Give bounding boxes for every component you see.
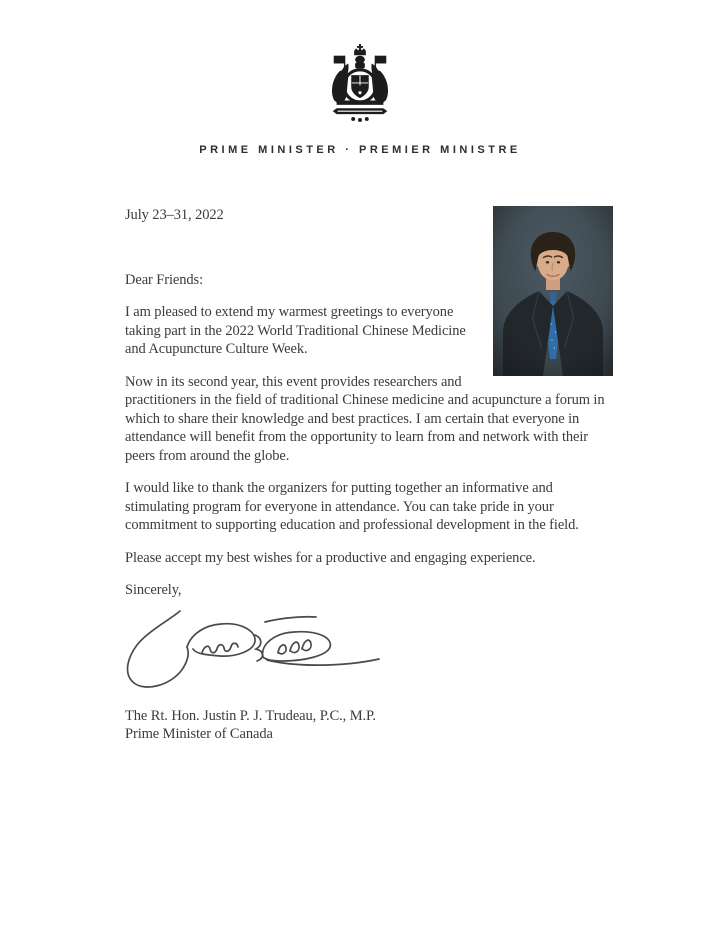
letter-body <box>125 206 613 744</box>
paragraph-4: Please accept my best wishes for a productive and engaging experience. <box>125 549 536 566</box>
signer-title: Prime Minister of Canada <box>125 726 273 742</box>
portrait-photo <box>493 206 613 376</box>
paragraph-2: Now in its second year, this event provides researchers and practitioners in the field of traditional Chinese medicine and acupuncture a forum in which to share their knowledge and best practices. I am certain that everyone in attendance will benefit from the opportunity to learn from and network with their peers from around the globe. <box>125 373 605 464</box>
signature-justin-trudeau-image <box>117 604 407 704</box>
salutation: Dear Friends: <box>125 271 204 288</box>
paragraph-3: I would like to thank the organizers for putting together an informative and stimulating program for everyone in attendance. You can take pride in your commitment to supporting education and professional development in the field. <box>125 480 579 533</box>
letter-date: July 23–31, 2022 <box>125 207 224 223</box>
letterhead <box>0 44 720 156</box>
coat-of-arms-icon <box>323 44 397 122</box>
paragraph-1: I am pleased to extend my warmest greetings to everyone taking part in the 2022 World Traditional Chinese Medicine and Acupuncture Culture Week. <box>125 304 466 357</box>
closing: Sincerely, <box>125 582 182 598</box>
signer-name: The Rt. Hon. Justin P. J. Trudeau, P.C., M.P. <box>125 707 376 724</box>
letterhead-title: PRIME MINISTER · PREMIER MINISTRE <box>199 143 521 156</box>
